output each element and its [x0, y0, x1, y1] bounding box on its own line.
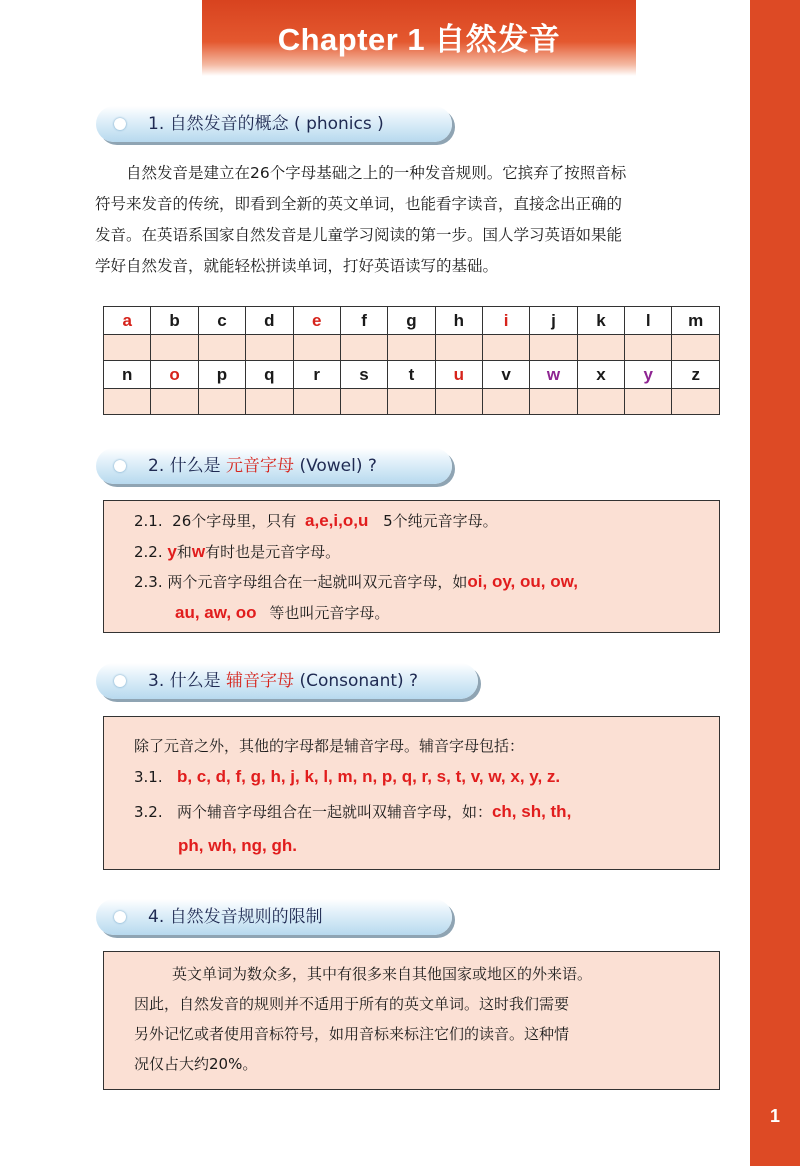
item-text: 和 [176, 543, 192, 561]
item-number: 2.1. [134, 512, 163, 530]
vowel-item-3-cont [175, 602, 389, 623]
section1-heading-pill [96, 106, 452, 142]
vowel-item-1 [134, 510, 498, 531]
vowel-letters: a,e,i,o,u [305, 511, 369, 530]
consonant-letters: b, c, d, f, g, h, j, k, l, m, n, p, q, r, s, t, v, w, x, y, z. [176, 767, 561, 786]
consonant-item-2-cont [178, 836, 297, 856]
bullet-icon [114, 118, 126, 130]
section4-heading-pill [96, 899, 452, 935]
paragraph-line: 自然发音是建立在26个字母基础之上的一种发音规则。它摈弃了按照音标 [126, 164, 627, 182]
alphabet-cell: h [435, 307, 482, 335]
section2-heading-rest: (Vowel) ? [299, 456, 377, 476]
consonant-intro: 除了元音之外，其他的字母都是辅音字母。辅音字母包括： [134, 737, 525, 755]
alphabet-cell: x [577, 361, 624, 389]
paragraph-line: 另外记忆或者使用音标符号，如用音标来标注它们的读音。这种情 [134, 1025, 570, 1043]
vowel-w: w [191, 542, 206, 561]
paragraph-line: 符号来发音的传统，即看到全新的英文单词，也能看字读音，直接念出正确的 [95, 195, 623, 213]
item-text: 5个纯元音字母。 [383, 512, 498, 530]
alphabet-cell: a [104, 307, 151, 335]
page-number: 1 [769, 1106, 780, 1126]
item-number: 2.2. [134, 543, 163, 561]
alphabet-cell: d [246, 307, 293, 335]
alphabet-row [104, 361, 720, 389]
consonant-combos: ph, wh, ng, gh. [178, 836, 297, 855]
consonant-combos: ch, sh, th, [491, 802, 572, 821]
alphabet-cell: g [388, 307, 435, 335]
vowel-y: y [167, 542, 177, 561]
consonant-item-2 [134, 801, 571, 822]
item-text: 两个元音字母组合在一起就叫双元音字母，如 [167, 573, 468, 591]
alphabet-cell: e [293, 307, 340, 335]
section3-heading-rest: (Consonant) ? [299, 671, 419, 691]
page-sidebar [750, 0, 800, 1166]
section4-heading: 4. 自然发音规则的限制 [148, 907, 323, 927]
alphabet-cell: p [198, 361, 245, 389]
section3-heading-red: 辅音字母 [226, 671, 295, 691]
vowel-box [103, 500, 720, 633]
item-text: 有时也是元音字母。 [205, 543, 341, 561]
consonant-item-1 [134, 767, 560, 787]
alphabet-cell: q [246, 361, 293, 389]
alphabet-cell: c [198, 307, 245, 335]
alphabet-cell: j [530, 307, 577, 335]
alphabet-cell: k [577, 307, 624, 335]
alphabet-cell: v [482, 361, 529, 389]
alphabet-cell: s [340, 361, 387, 389]
item-text: 26个字母里，只有 [172, 512, 297, 530]
alphabet-cell: o [151, 361, 198, 389]
vowel-item-3 [134, 571, 578, 592]
vowel-item-2 [134, 541, 340, 562]
item-number: 3.1. [134, 768, 163, 786]
limitation-box [103, 951, 720, 1090]
vowel-combos: au, aw, oo [175, 603, 257, 622]
paragraph-line: 因此，自然发音的规则并不适用于所有的英文单词。这时我们需要 [134, 995, 570, 1013]
bullet-icon [114, 911, 126, 923]
section2-heading-red: 元音字母 [226, 456, 295, 476]
bullet-icon [114, 460, 126, 472]
alphabet-cell: b [151, 307, 198, 335]
consonant-box [103, 716, 720, 870]
section2-heading [148, 448, 377, 484]
alphabet-cell: n [104, 361, 151, 389]
alphabet-row [104, 307, 720, 335]
alphabet-blank-row [104, 335, 720, 361]
section1-paragraph [95, 158, 740, 282]
paragraph-line: 学好自然发音，就能轻松拼读单词，打好英语读写的基础。 [95, 257, 499, 275]
paragraph-line: 况仅占大约20%。 [134, 1055, 258, 1073]
alphabet-cell: l [625, 307, 672, 335]
alphabet-cell: i [482, 307, 529, 335]
alphabet-cell: z [672, 361, 720, 389]
paragraph-line: 英文单词为数众多，其中有很多来自其他国家或地区的外来语。 [172, 965, 593, 983]
alphabet-cell: u [435, 361, 482, 389]
section3-heading-pill [96, 663, 478, 699]
item-text: 两个辅音字母组合在一起就叫双辅音字母，如： [176, 803, 492, 821]
alphabet-cell: y [625, 361, 672, 389]
item-number: 2.3. [134, 573, 163, 591]
vowel-combos: oi, oy, ou, ow, [467, 572, 578, 591]
section2-heading-num: 2. 什么是 [148, 456, 221, 476]
alphabet-blank-row [104, 389, 720, 415]
alphabet-table [103, 306, 720, 415]
alphabet-cell: r [293, 361, 340, 389]
paragraph-line: 发音。在英语系国家自然发音是儿童学习阅读的第一步。国人学习英语如果能 [95, 226, 623, 244]
section2-heading-pill [96, 448, 452, 484]
alphabet-cell: t [388, 361, 435, 389]
item-number: 3.2. [134, 803, 163, 821]
chapter-title: Chapter 1 自然发音 [277, 22, 561, 57]
bullet-icon [114, 675, 126, 687]
alphabet-cell: m [672, 307, 720, 335]
item-text: 等也叫元音字母。 [269, 604, 390, 622]
section1-heading: 1. 自然发音的概念 ( phonics ) [148, 114, 384, 134]
section3-heading-num: 3. 什么是 [148, 671, 221, 691]
section3-heading [148, 663, 418, 699]
alphabet-cell: f [340, 307, 387, 335]
alphabet-cell: w [530, 361, 577, 389]
